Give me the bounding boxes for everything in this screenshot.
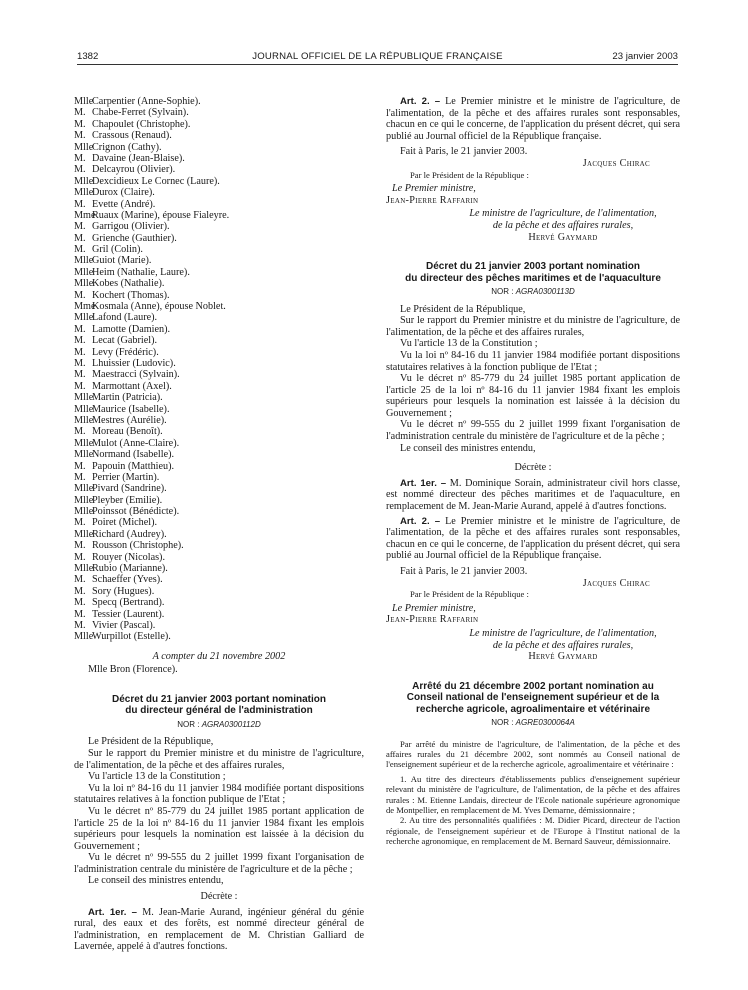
decree2-signature-chirac: Jacques Chirac bbox=[582, 577, 650, 589]
nominee-item bbox=[74, 552, 364, 563]
decree2-vu-constitution: Vu l'article 13 de la Constitution ; bbox=[400, 338, 538, 350]
nominee-item bbox=[74, 449, 364, 460]
civility: Mlle bbox=[74, 483, 94, 495]
decree-vu-constitution: Vu l'article 13 de la Constitution ; bbox=[88, 771, 226, 783]
nominee-item bbox=[74, 461, 364, 472]
civility: M. bbox=[74, 608, 86, 620]
nominee-item bbox=[74, 278, 364, 289]
nominee-name: Richard (Audrey). bbox=[92, 528, 167, 540]
nominee-name: Poiret (Michel). bbox=[92, 517, 158, 529]
nominee-item bbox=[74, 187, 364, 198]
nominee-name: Durox (Claire). bbox=[92, 187, 155, 199]
nor-code: AGRA0300112D bbox=[201, 719, 261, 729]
civility: M. bbox=[74, 619, 86, 631]
decree2-minister-title-1: Le ministre de l'agriculture, de l'alimentation, bbox=[469, 627, 657, 639]
nominee-item bbox=[74, 620, 364, 631]
nominee-item bbox=[74, 164, 364, 175]
article-2-label: Art. 2. – bbox=[400, 515, 441, 527]
civility: Mlle bbox=[74, 631, 94, 643]
nominee-name: Maurice (Isabelle). bbox=[92, 403, 170, 415]
civility: Mlle bbox=[74, 278, 94, 290]
civility: M. bbox=[74, 232, 86, 244]
nominee-name: Davaine (Jean-Blaise). bbox=[92, 152, 185, 164]
civility: M. bbox=[74, 380, 86, 392]
article-2-label: Art. 2. – bbox=[400, 96, 441, 107]
nominee-name: Crassous (Renaud). bbox=[92, 130, 172, 142]
nominee-item bbox=[74, 199, 364, 210]
nominee-name: Maestracci (Sylvain). bbox=[92, 369, 180, 381]
nominee-name: Wurpillot (Estelle). bbox=[92, 631, 171, 643]
nominee-item bbox=[74, 244, 364, 255]
nominee-item bbox=[74, 586, 364, 597]
civility: Mlle bbox=[74, 175, 94, 187]
civility: Mme bbox=[74, 209, 96, 221]
nominee-name: Martin (Patricia). bbox=[92, 392, 163, 404]
civility: M. bbox=[74, 585, 86, 597]
nominee-item bbox=[74, 290, 364, 301]
nominee-name: Heim (Nathalie, Laure). bbox=[92, 266, 190, 278]
decree2-vu-decret-99: Vu le décret nº 99-555 du 2 juillet 1999 fixant l'organisation de l'administration centrale du ministère de l'agriculture et de la pêche ; bbox=[386, 419, 680, 443]
nominee-name: Specq (Bertrand). bbox=[92, 597, 165, 609]
nominee-item bbox=[74, 255, 364, 266]
decree-vu-loi: Vu la loi nº 84-16 du 11 janvier 1984 modifiée portant dispositions statutaires relatives à la fonction publique de l'Etat ; bbox=[74, 782, 364, 806]
nominee-name: Grienche (Gauthier). bbox=[92, 232, 177, 244]
arrete-item-1: 1. Au titre des directeurs d'établissements publics d'enseignement supérieur relevant du ministère de l'agriculture, de l'alimentation, de la pêche et des affaires rurales : M. Etienne Landais, directeur de l'Ecole nationale supérieure agronomique de Montpellier, en remplacement de M. Yves Demarne, démissionnaire ; bbox=[386, 773, 680, 815]
minister-title-1: Le ministre de l'agriculture, de l'alimentation, bbox=[469, 208, 657, 220]
page-header bbox=[77, 51, 678, 65]
nominee-item bbox=[74, 438, 364, 449]
nominee-name: Kochert (Thomas). bbox=[92, 289, 170, 301]
nominee-name: Ruaux (Marine), épouse Fialeyre. bbox=[92, 209, 230, 221]
decree2-title-line-2: du directeur des pêches maritimes et de l'aquaculture bbox=[405, 272, 661, 284]
page-number: 1382 bbox=[77, 51, 99, 62]
decree2-signature-raffarin: Jean-Pierre Raffarin bbox=[386, 614, 479, 626]
signature-gaymard: Hervé Gaymard bbox=[528, 231, 598, 243]
civility: M. bbox=[74, 244, 86, 256]
prime-minister-title: Le Premier ministre, bbox=[392, 183, 476, 195]
nominee-item bbox=[74, 574, 364, 585]
article-2-text: Le Premier ministre et le ministre de l'agriculture, de l'alimentation, de la pêche et des affaires rurales sont responsables, chacun en ce qui le concerne, de l'application du présent décret, qui sera publié au Journal officiel de la République française. bbox=[386, 96, 680, 142]
nominee-item bbox=[74, 369, 364, 380]
civility: Mlle bbox=[74, 255, 94, 267]
left-column bbox=[74, 96, 364, 953]
civility: Mlle bbox=[74, 528, 94, 540]
nominee-item bbox=[74, 381, 364, 392]
nominee-list bbox=[74, 96, 364, 643]
nominee-name: Lafond (Laure). bbox=[92, 312, 158, 324]
nominee-item bbox=[74, 210, 364, 221]
civility: M. bbox=[74, 346, 86, 358]
nominee-mlle-bron: Mlle Bron (Florence). bbox=[88, 664, 178, 676]
civility: M. bbox=[74, 574, 86, 586]
civility: M. bbox=[74, 426, 86, 438]
decree2-signature-gaymard: Hervé Gaymard bbox=[528, 651, 598, 663]
civility: M. bbox=[74, 118, 86, 130]
nominee-name: Kosmala (Anne), épouse Noblet. bbox=[92, 301, 226, 313]
signature-chirac: Jacques Chirac bbox=[582, 157, 650, 169]
article-1-label: Art. 1er. – bbox=[400, 477, 447, 489]
nominee-item bbox=[74, 540, 364, 551]
civility: Mlle bbox=[74, 437, 94, 449]
nominee-item bbox=[74, 267, 364, 278]
civility: M. bbox=[74, 198, 86, 210]
nor-code: AGRE0300064A bbox=[515, 717, 575, 727]
civility: Mlle bbox=[74, 449, 94, 461]
civility: Mlle bbox=[74, 392, 94, 404]
nominee-item bbox=[74, 358, 364, 369]
civility: Mlle bbox=[74, 403, 94, 415]
nominee-item bbox=[74, 483, 364, 494]
civility: M. bbox=[74, 221, 86, 233]
civility: M. bbox=[74, 517, 86, 529]
nominee-item bbox=[74, 107, 364, 118]
article-2-text: Le Premier ministre et le ministre de l'agriculture, de l'alimentation, de la pêche et des affaires rurales sont responsables, chacun en ce qui le concerne, de l'application du présent décret, qui sera publié au Journal officiel de la République française. bbox=[386, 515, 680, 562]
nominee-item bbox=[74, 392, 364, 403]
nominee-name: Rousson (Christophe). bbox=[92, 540, 184, 552]
decree2-report: Sur le rapport du Premier ministre et du ministre de l'agriculture, de l'alimentation, de la pêche et des affaires rurales, bbox=[386, 315, 680, 338]
nominee-name: Rouyer (Nicolas). bbox=[92, 551, 165, 563]
nominee-name: Poinssot (Bénédicte). bbox=[92, 506, 180, 518]
decree2-prime-minister-title: Le Premier ministre, bbox=[392, 602, 476, 614]
nor-label: NOR : bbox=[177, 719, 202, 729]
nominee-name: Normand (Isabelle). bbox=[92, 449, 175, 461]
civility: M. bbox=[74, 130, 86, 142]
civility: M. bbox=[74, 335, 86, 347]
nominee-item bbox=[74, 472, 364, 483]
decree2-title-line-1: Décret du 21 janvier 2003 portant nomination bbox=[426, 261, 640, 273]
nominee-name: Schaeffer (Yves). bbox=[92, 574, 163, 586]
nominee-name: Kobes (Nathalie). bbox=[92, 278, 165, 290]
civility: M. bbox=[74, 152, 86, 164]
done-at-paris: Fait à Paris, le 21 janvier 2003. bbox=[400, 146, 528, 158]
decree1-article-2 bbox=[386, 96, 680, 142]
decree2-minister-title-2: de la pêche et des affaires rurales, bbox=[492, 639, 634, 651]
decree2-conseil: Le conseil des ministres entendu, bbox=[400, 442, 536, 454]
civility: M. bbox=[74, 551, 86, 563]
civility: Mlle bbox=[74, 141, 94, 153]
nominee-name: Garrigou (Olivier). bbox=[92, 221, 170, 233]
nominee-item bbox=[74, 609, 364, 620]
nominee-item bbox=[74, 301, 364, 312]
decree2-article-1 bbox=[386, 478, 680, 513]
nominee-name: Marmottant (Axel). bbox=[92, 380, 172, 392]
nominee-item bbox=[74, 529, 364, 540]
nominee-item bbox=[74, 96, 364, 107]
civility: Mme bbox=[74, 301, 96, 313]
right-column bbox=[386, 96, 680, 847]
nominee-item bbox=[74, 130, 364, 141]
civility: M. bbox=[74, 471, 86, 483]
article-1-text: M. Jean-Marie Aurand, ingénieur général du génie rural, des eaux et des forêts, est nommé directeur général de l'administration, en remplacement de M. Christian Galliard de Lavernée, appelé à d'autres fonctions. bbox=[74, 906, 364, 953]
decree2-by-the-president: Par le Président de la République : bbox=[410, 589, 529, 600]
nominee-name: Delcayrou (Olivier). bbox=[92, 164, 176, 176]
nominee-name: Lhuissier (Ludovic). bbox=[92, 357, 176, 369]
nominee-item bbox=[74, 495, 364, 506]
arrete-title-line-2: Conseil national de l'enseignement supérieur et de la bbox=[406, 692, 660, 704]
nominee-item bbox=[74, 324, 364, 335]
nominee-name: Pleyber (Emilie). bbox=[92, 494, 163, 506]
nominee-name: Chabe-Ferret (Sylvain). bbox=[92, 107, 189, 119]
issue-date: 23 janvier 2003 bbox=[612, 51, 678, 62]
nominee-item bbox=[74, 221, 364, 232]
civility: Mlle bbox=[74, 494, 94, 506]
nominee-name: Guiot (Marie). bbox=[92, 255, 152, 267]
decree2-preamble: Le Président de la République, bbox=[400, 303, 526, 315]
nominee-item bbox=[74, 312, 364, 323]
signature-raffarin: Jean-Pierre Raffarin bbox=[386, 194, 479, 206]
nominee-item bbox=[74, 335, 364, 346]
decree2-decrete: Décrète : bbox=[514, 462, 552, 474]
nominee-name: Evette (André). bbox=[92, 198, 156, 210]
nominee-item bbox=[74, 563, 364, 574]
journal-title: JOURNAL OFFICIEL DE LA RÉPUBLIQUE FRANÇAISE bbox=[252, 51, 503, 62]
nominee-name: Moreau (Benoît). bbox=[92, 426, 163, 438]
decree2-article-2 bbox=[386, 516, 680, 562]
nominee-name: Crignon (Cathy). bbox=[92, 141, 162, 153]
nominee-name: Mulot (Anne-Claire). bbox=[92, 437, 180, 449]
nominee-name: Gril (Colin). bbox=[92, 244, 143, 256]
nominee-name: Tessier (Laurent). bbox=[92, 608, 165, 620]
arrete-title-line-1: Arrêté du 21 décembre 2002 portant nomination au bbox=[412, 680, 654, 692]
nominee-name: Carpentier (Anne-Sophie). bbox=[92, 96, 201, 107]
arrete-intro: Par arrêté du ministre de l'agriculture, de l'alimentation, de la pêche et des affaires rurales du 21 décembre 2002, sont nommés au Conseil national de l'enseignement supérieur et de la recherche agricole, agroalimentaire et vétérinaire : bbox=[386, 738, 680, 770]
nominee-name: Lecat (Gabriel). bbox=[92, 335, 158, 347]
civility: M. bbox=[74, 289, 86, 301]
arrete-title-line-3: recherche agricole, agroalimentaire et vétérinaire bbox=[416, 703, 650, 715]
decree-title-line-1: Décret du 21 janvier 2003 portant nomination bbox=[112, 693, 326, 705]
nominee-name: Pivard (Sandrine). bbox=[92, 483, 167, 495]
nominee-name: Lamotte (Damien). bbox=[92, 323, 171, 335]
decree-decrete: Décrète : bbox=[200, 891, 238, 903]
civility: M. bbox=[74, 540, 86, 552]
article-1-text: M. Dominique Sorain, administrateur civil hors classe, est nommé directeur des pêches maritimes et de l'aquaculture, en remplacement de M. Jean-Marie Aurand, appelé à d'autres fonctions. bbox=[386, 477, 680, 513]
effective-date-note: A compter du 21 novembre 2002 bbox=[152, 650, 286, 662]
decree-conseil: Le conseil des ministres entendu, bbox=[88, 875, 224, 887]
decree2-done-at-paris: Fait à Paris, le 21 janvier 2003. bbox=[400, 566, 528, 577]
by-the-president: Par le Président de la République : bbox=[410, 169, 529, 180]
nominee-name: Vivier (Pascal). bbox=[92, 619, 156, 631]
nominee-item bbox=[74, 119, 364, 130]
nominee-item bbox=[74, 426, 364, 437]
nominee-name: Levy (Frédéric). bbox=[92, 346, 159, 358]
civility: Mlle bbox=[74, 187, 94, 199]
decree2-nor-reference bbox=[386, 286, 680, 298]
nominee-item bbox=[74, 233, 364, 244]
nominee-item bbox=[74, 142, 364, 153]
civility: Mlle bbox=[74, 414, 94, 426]
nominee-name: Dexcidieux Le Cornec (Laure). bbox=[92, 175, 220, 187]
decree-report: Sur le rapport du Premier ministre et du ministre de l'agriculture, de l'alimentation, de la pêche et des affaires rurales, bbox=[74, 747, 364, 771]
arrete-item-2: 2. Au titre des personnalités qualifiées : M. Didier Picard, directeur de l'action régionale, de l'enseignement supérieur et de l'Europe à l'Institut national de la recherche agronomique, en remplacement de M. Bernard Sauveur, démissionnaire. bbox=[386, 815, 680, 847]
civility: M. bbox=[74, 107, 86, 119]
nominee-item bbox=[74, 404, 364, 415]
nominee-name: Rubio (Marianne). bbox=[92, 563, 168, 575]
nominee-name: Perrier (Martin). bbox=[92, 471, 160, 483]
nominee-item bbox=[74, 506, 364, 517]
minister-title-2: de la pêche et des affaires rurales, bbox=[492, 219, 634, 231]
nominee-name: Papouin (Matthieu). bbox=[92, 460, 175, 472]
nominee-item bbox=[74, 347, 364, 358]
civility: Mlle bbox=[74, 563, 94, 575]
civility: Mlle bbox=[74, 96, 94, 107]
nor-label: NOR : bbox=[491, 286, 516, 296]
arrete-nor-reference bbox=[386, 717, 680, 729]
nor-reference bbox=[74, 719, 364, 731]
civility: Mlle bbox=[74, 312, 94, 324]
civility: M. bbox=[74, 460, 86, 472]
decree-vu-decret-99: Vu le décret nº 99-555 du 2 juillet 1999 fixant l'organisation de l'administration centrale du ministère de l'agriculture et de la pêche ; bbox=[74, 852, 364, 875]
civility: M. bbox=[74, 164, 86, 176]
decree-title-line-2: du directeur général de l'administration bbox=[125, 705, 313, 717]
nominee-item bbox=[74, 631, 364, 642]
nominee-item bbox=[74, 176, 364, 187]
nominee-item bbox=[74, 517, 364, 528]
nominee-name: Mestres (Aurélie). bbox=[92, 414, 167, 426]
civility: M. bbox=[74, 369, 86, 381]
nominee-item bbox=[74, 153, 364, 164]
article-1-label: Art. 1er. – bbox=[88, 906, 138, 918]
decree-preamble: Le Président de la République, bbox=[88, 736, 214, 748]
civility: Mlle bbox=[74, 266, 94, 278]
civility: M. bbox=[74, 357, 86, 369]
nor-code: AGRA0300113D bbox=[515, 286, 575, 296]
header-rule bbox=[77, 64, 678, 65]
decree-vu-decret-85: Vu le décret nº 85-779 du 24 juillet 1985 portant application de l'article 25 de la loi nº 84-16 du 11 janvier 1984 fixant les emplois supérieurs pour lesquels la nomination est laissée à la décision du Gouvernement ; bbox=[74, 805, 364, 852]
civility: M. bbox=[74, 323, 86, 335]
civility: M. bbox=[74, 597, 86, 609]
nor-label: NOR : bbox=[491, 717, 516, 727]
decree2-vu-loi: Vu la loi nº 84-16 du 11 janvier 1984 modifiée portant dispositions statutaires relatives à la fonction publique de l'Etat ; bbox=[386, 349, 680, 373]
nominee-name: Chapoulet (Christophe). bbox=[92, 118, 191, 130]
civility: Mlle bbox=[74, 506, 94, 518]
nominee-item bbox=[74, 597, 364, 608]
nominee-name: Sory (Hugues). bbox=[92, 585, 155, 597]
decree2-vu-decret-85: Vu le décret nº 85-779 du 24 juillet 1985 portant application de l'article 25 de la loi nº 84-16 du 11 janvier 1984 fixant les emplois supérieurs pour lesquels la nomination est laissée à la décision du Gouvernement ; bbox=[386, 373, 680, 419]
nominee-item bbox=[74, 415, 364, 426]
decree-article-1 bbox=[74, 907, 364, 953]
